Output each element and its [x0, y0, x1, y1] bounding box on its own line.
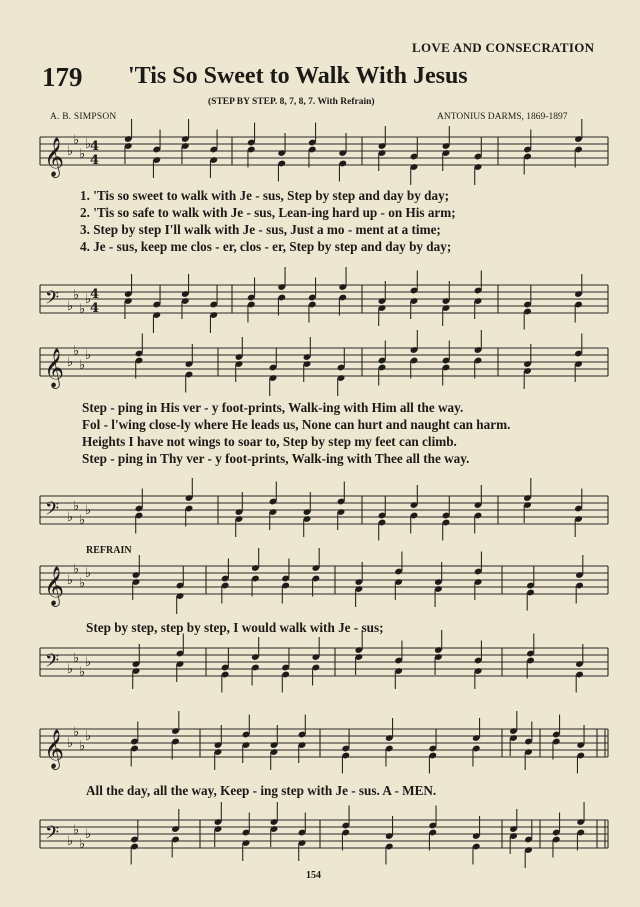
refrain-label: REFRAIN [86, 545, 132, 556]
verse-line-4a: 4. Je - sus, keep me clos - er, clos - er, Step by step and day by day; [80, 239, 452, 254]
svg-text:♭: ♭ [85, 655, 92, 670]
svg-text:𝄞: 𝄞 [44, 729, 65, 769]
svg-text:♭: ♭ [85, 348, 92, 363]
svg-text:♭: ♭ [79, 302, 86, 317]
svg-text:♭: ♭ [73, 499, 80, 514]
author: A. B. SIMPSON [50, 112, 117, 122]
svg-text:♭: ♭ [73, 562, 80, 577]
svg-text:𝄞: 𝄞 [44, 566, 65, 606]
svg-text:♭: ♭ [79, 358, 86, 373]
svg-text:𝄢: 𝄢 [45, 823, 60, 848]
refrain-lyric-1: Step by step, step by step, I would walk with Je - sus; [86, 620, 384, 635]
svg-text:♭: ♭ [85, 566, 92, 581]
svg-text:♭: ♭ [79, 739, 86, 754]
svg-text:♭: ♭ [67, 510, 74, 525]
svg-text:♭: ♭ [79, 513, 86, 528]
svg-text:♭: ♭ [79, 837, 86, 852]
svg-text:♭: ♭ [79, 576, 86, 591]
svg-text:♭: ♭ [67, 834, 74, 849]
svg-text:𝄞: 𝄞 [44, 348, 65, 388]
svg-text:♭: ♭ [85, 137, 92, 152]
svg-text:♭: ♭ [73, 725, 80, 740]
verse-line-3b: Heights I have not wings to soar to, Step by step my feet can climb. [82, 434, 457, 449]
svg-text:4: 4 [90, 153, 100, 168]
hymn-number: 179 [42, 62, 83, 92]
verse-line-4b: Step - ping in Thy ver - y foot-prints, Walk-ing with Thee all the way. [82, 451, 470, 466]
verse-line-2a: 2. 'Tis so safe to walk with Je - sus, Lean-ing hard up - on His arm; [80, 205, 456, 220]
svg-text:♭: ♭ [67, 662, 74, 677]
svg-text:𝄢: 𝄢 [45, 651, 60, 676]
svg-text:♭: ♭ [85, 503, 92, 518]
page-number: 154 [306, 870, 321, 881]
svg-text:𝄢: 𝄢 [45, 288, 60, 313]
hymn-title: 'Tis So Sweet to Walk With Jesus [128, 63, 468, 89]
svg-text:♭: ♭ [79, 147, 86, 162]
svg-text:♭: ♭ [73, 133, 80, 148]
svg-text:♭: ♭ [79, 665, 86, 680]
svg-text:♭: ♭ [67, 736, 74, 751]
verse-line-3a: 3. Step by step I'll walk with Je - sus, Just a mo - ment at a time; [80, 222, 441, 237]
svg-text:♭: ♭ [73, 651, 80, 666]
svg-text:4: 4 [90, 139, 100, 154]
section-heading: LOVE AND CONSECRATION [412, 40, 595, 55]
svg-text:♭: ♭ [73, 288, 80, 303]
verse-line-1b: Step - ping in His ver - y foot-prints, Walk-ing with Him all the way. [82, 400, 464, 415]
refrain-lyric-2: All the day, all the way, Keep - ing step with Je - sus. A - MEN. [86, 783, 437, 798]
svg-text:♭: ♭ [85, 292, 92, 307]
svg-text:4: 4 [90, 301, 100, 316]
composer: ANTONIUS DARMS, 1869-1897 [437, 112, 568, 122]
svg-text:𝄞: 𝄞 [44, 137, 65, 177]
svg-text:4: 4 [90, 287, 100, 302]
svg-text:♭: ♭ [67, 355, 74, 370]
svg-text:♭: ♭ [67, 573, 74, 588]
svg-text:♭: ♭ [85, 827, 92, 842]
svg-text:♭: ♭ [67, 144, 74, 159]
svg-text:♭: ♭ [73, 823, 80, 838]
svg-text:𝄢: 𝄢 [45, 499, 60, 524]
svg-text:♭: ♭ [85, 729, 92, 744]
svg-text:♭: ♭ [67, 299, 74, 314]
svg-text:♭: ♭ [73, 344, 80, 359]
verse-line-2b: Fol - l'wing close-ly where He leads us, None can hurt and naught can harm. [82, 417, 511, 432]
tune-meter: (STEP BY STEP. 8, 7, 8, 7. With Refrain) [208, 97, 375, 107]
verse-line-1a: 1. 'Tis so sweet to walk with Je - sus, Step by step and day by day; [80, 188, 450, 203]
